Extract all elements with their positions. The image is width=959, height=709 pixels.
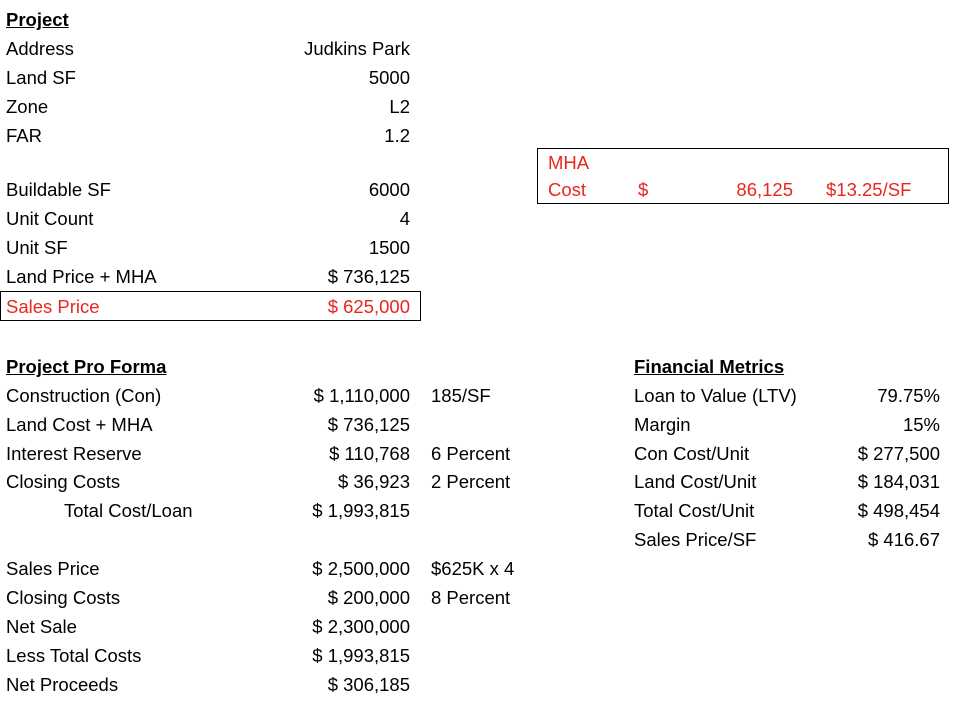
- metric-value: 15%: [902, 414, 940, 435]
- land-price-mha-value: $ 736,125: [327, 266, 410, 287]
- metric-value: $ 184,031: [857, 471, 940, 492]
- metric-label: Land Cost/Unit: [634, 471, 757, 492]
- address-label: Address: [6, 38, 74, 59]
- net-proceeds-value: $ 306,185: [327, 674, 410, 695]
- pro-forma-label: Land Cost + MHA: [6, 414, 153, 435]
- zone-label: Zone: [6, 96, 49, 117]
- pro-forma-value: $ 2,300,000: [312, 616, 410, 637]
- metric-label: Sales Price/SF: [634, 529, 757, 550]
- pro-forma-note: 185/SF: [431, 385, 491, 406]
- pro-forma-value: $ 110,768: [329, 443, 410, 464]
- metric-value: $ 498,454: [857, 500, 940, 521]
- mha-cost-per-sf: $13.25/SF: [826, 179, 912, 200]
- pro-forma-note: 2 Percent: [431, 471, 511, 492]
- pro-forma-value: $ 736,125: [327, 414, 410, 435]
- pro-forma-value: $ 36,923: [337, 471, 410, 492]
- pro-forma-note: 8 Percent: [431, 587, 511, 608]
- pro-forma-value: $ 1,993,815: [312, 645, 410, 666]
- address-value: Judkins Park: [304, 38, 410, 59]
- metric-label: Loan to Value (LTV): [634, 385, 797, 406]
- unit-sf-value: 1500: [368, 237, 410, 258]
- far-value: 1.2: [384, 125, 410, 146]
- metric-value: $ 277,500: [857, 443, 940, 464]
- pro-forma-label: Closing Costs: [6, 587, 121, 608]
- mha-cost-currency: $: [638, 179, 649, 200]
- pro-forma-value: $ 2,500,000: [312, 558, 410, 579]
- pro-forma-label: Interest Reserve: [6, 443, 142, 464]
- metric-label: Total Cost/Unit: [634, 500, 755, 521]
- pro-forma-value: $ 200,000: [327, 587, 410, 608]
- total-cost-loan-label: Total Cost/Loan: [64, 500, 193, 521]
- metric-label: Con Cost/Unit: [634, 443, 750, 464]
- pro-forma-label: Construction (Con): [6, 385, 162, 406]
- land-sf-value: 5000: [368, 67, 410, 88]
- sales-price-label: Sales Price: [6, 296, 100, 317]
- pro-forma-label: Less Total Costs: [6, 645, 142, 666]
- sales-price-value: $ 625,000: [327, 296, 410, 317]
- pro-forma-note: $625K x 4: [431, 558, 515, 579]
- zone-value: L2: [389, 96, 410, 117]
- pro-forma-label: Sales Price: [6, 558, 100, 579]
- pro-forma-note: 6 Percent: [431, 443, 511, 464]
- project-heading: Project: [6, 9, 69, 30]
- pro-forma-value: $ 1,110,000: [313, 385, 410, 406]
- land-price-mha-label: Land Price + MHA: [6, 266, 157, 287]
- land-sf-label: Land SF: [6, 67, 76, 88]
- buildable-sf-value: 6000: [368, 179, 410, 200]
- net-proceeds-label: Net Proceeds: [6, 674, 119, 695]
- mha-cost-amount: 86,125: [736, 179, 793, 200]
- unit-sf-label: Unit SF: [6, 237, 68, 258]
- metric-label: Margin: [634, 414, 691, 435]
- mha-cost-label: Cost: [548, 179, 587, 200]
- metric-value: 79.75%: [877, 385, 940, 406]
- mha-label: MHA: [548, 152, 590, 173]
- unit-count-label: Unit Count: [6, 208, 94, 229]
- unit-count-value: 4: [399, 208, 410, 229]
- pro-forma-heading: Project Pro Forma: [6, 356, 167, 377]
- buildable-sf-label: Buildable SF: [6, 179, 111, 200]
- metric-value: $ 416.67: [867, 529, 940, 550]
- total-cost-loan-value: $ 1,993,815: [312, 500, 410, 521]
- pro-forma-label: Closing Costs: [6, 471, 121, 492]
- far-label: FAR: [6, 125, 42, 146]
- financial-metrics-heading: Financial Metrics: [634, 356, 785, 377]
- pro-forma-label: Net Sale: [6, 616, 77, 637]
